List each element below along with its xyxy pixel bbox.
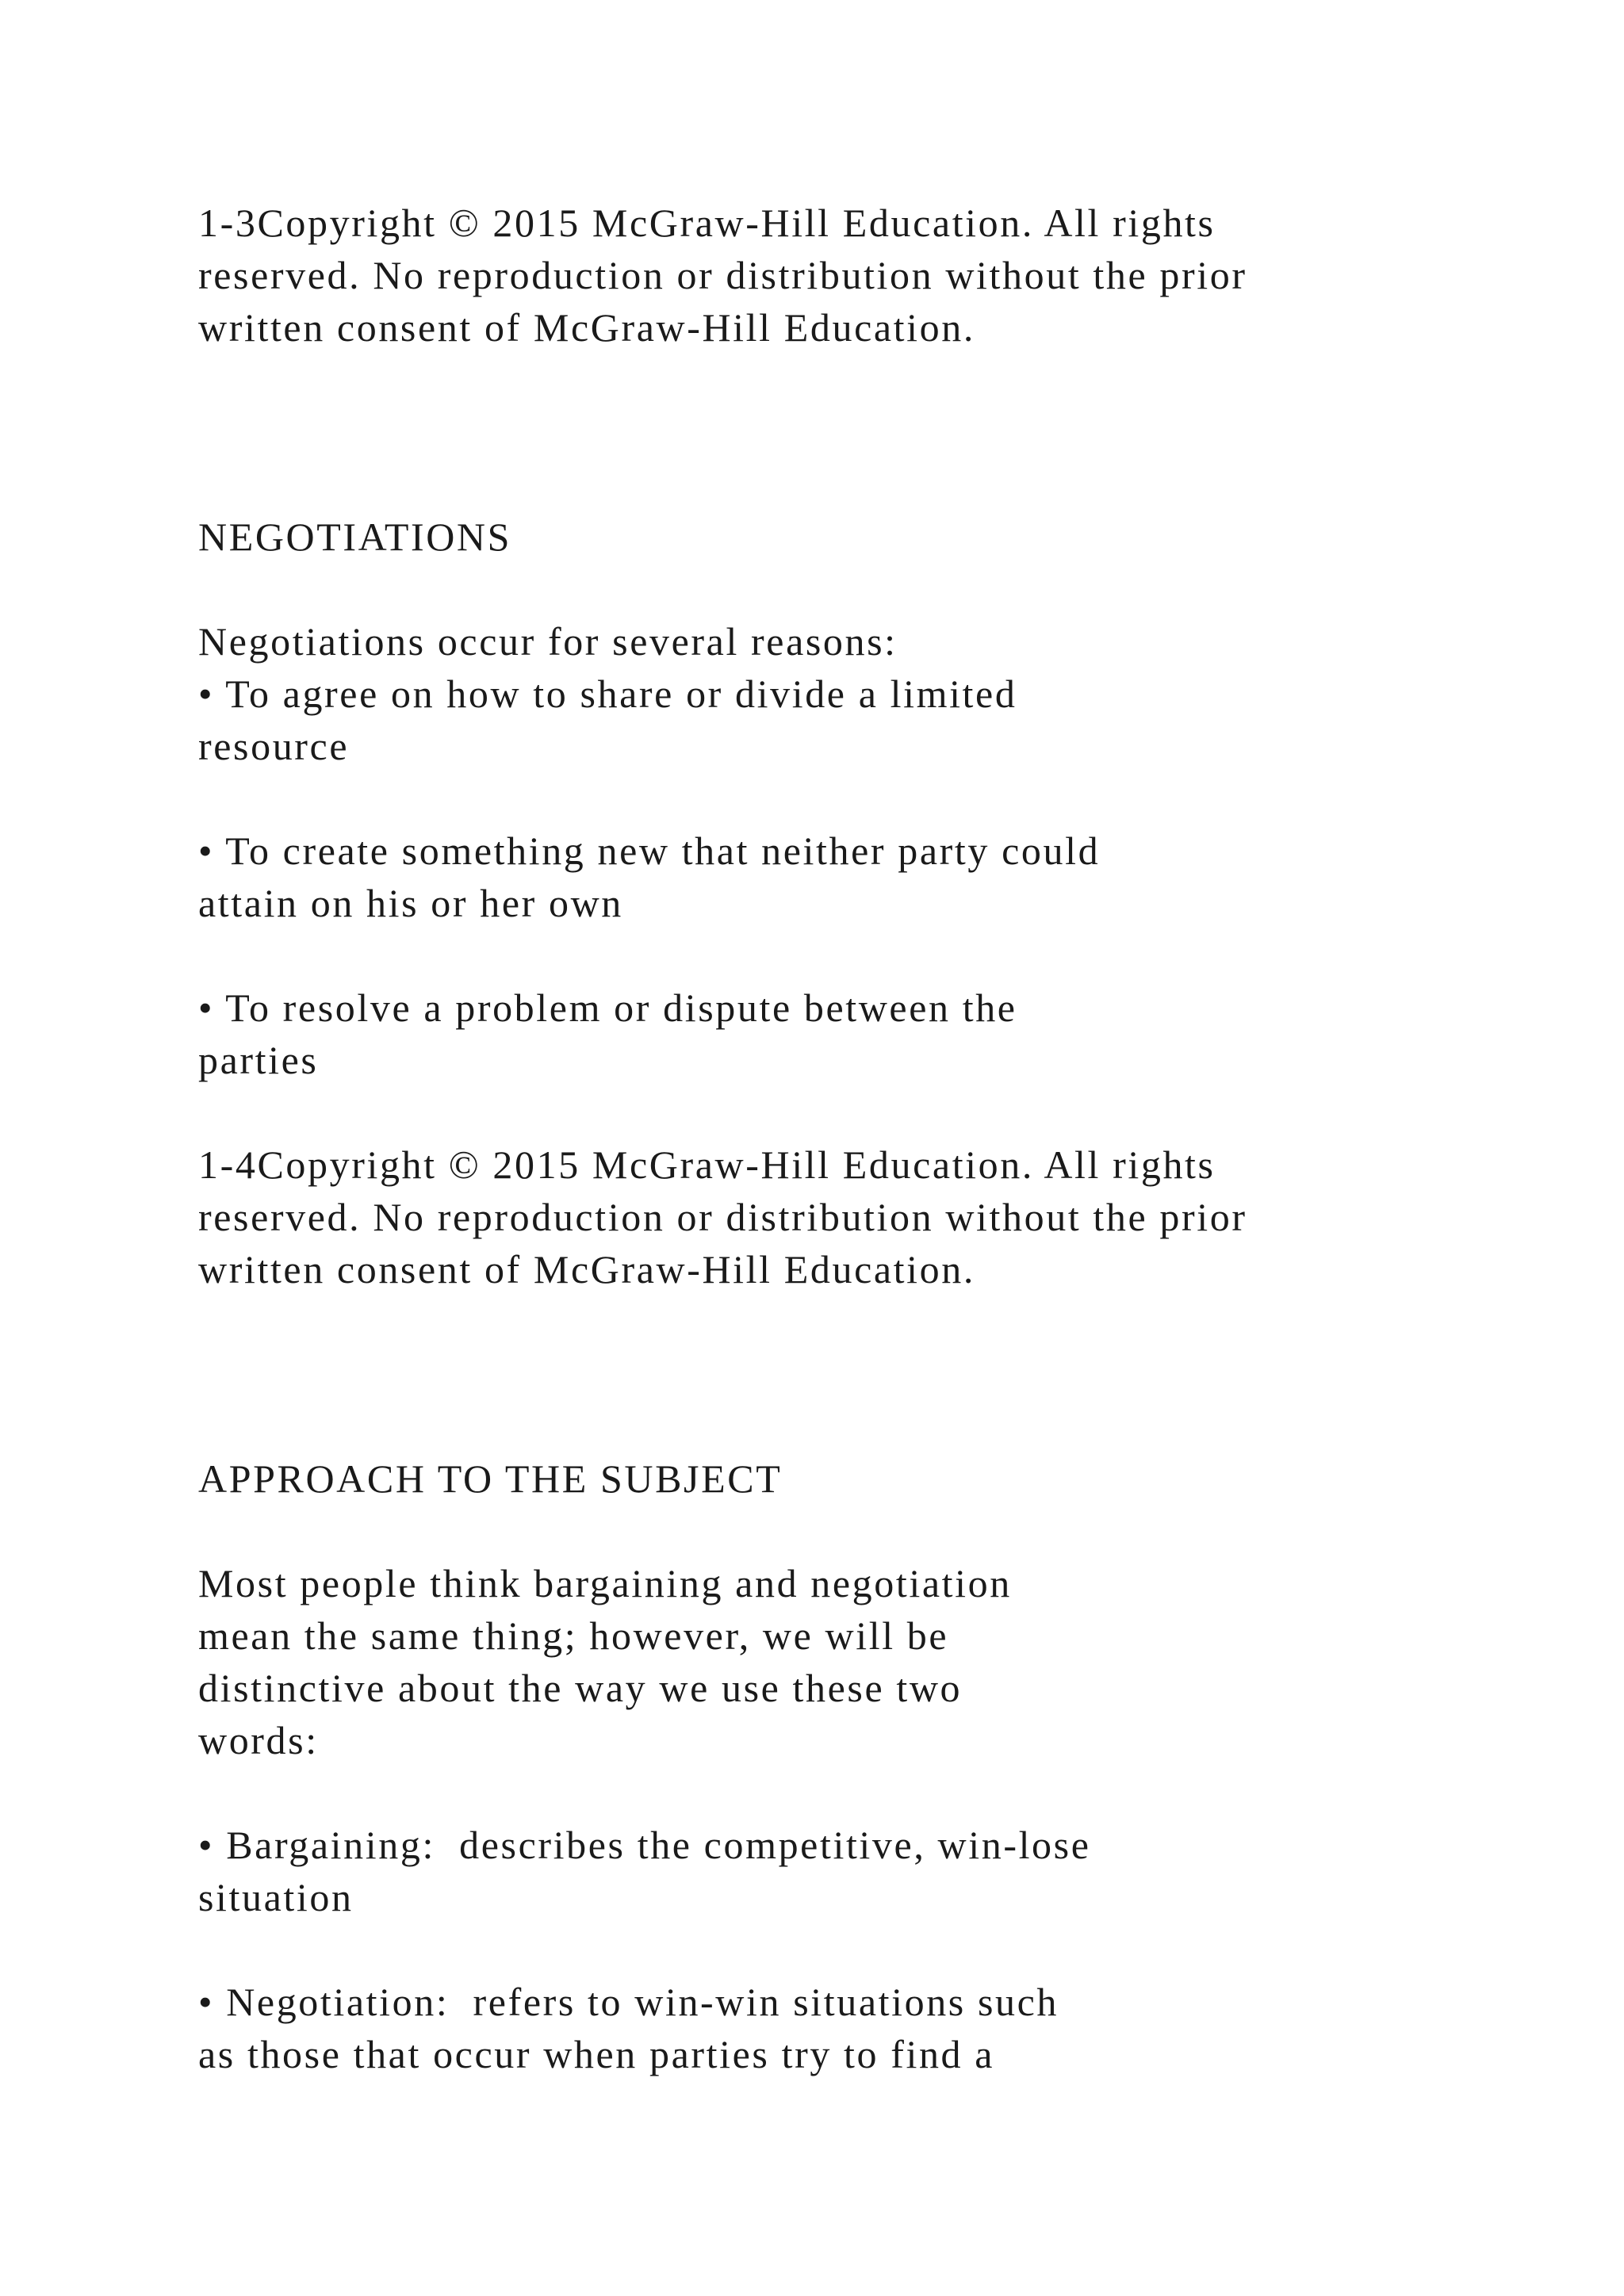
copyright-line: 1-3Copyright © 2015 McGraw-Hill Education. All rights	[198, 201, 1216, 245]
section-intro: distinctive about the way we use these two	[198, 1666, 963, 1710]
bullet-item: • Negotiation: refers to win-win situations such	[198, 1980, 1059, 2024]
section-heading: APPROACH TO THE SUBJECT	[198, 1456, 783, 1501]
section-intro: Negotiations occur for several reasons:	[198, 619, 898, 664]
section-intro: mean the same thing; however, we will be	[198, 1613, 949, 1658]
section-intro: Most people think bargaining and negotiation	[198, 1561, 1012, 1605]
bullet-item: • To resolve a problem or dispute between the	[198, 985, 1017, 1030]
bullet-item-continuation: resource	[198, 724, 350, 768]
bullet-item: • To create something new that neither party could	[198, 828, 1101, 873]
copyright-line: written consent of McGraw-Hill Education.	[198, 305, 975, 350]
bullet-item-continuation: as those that occur when parties try to find a	[198, 2032, 995, 2076]
copyright-line: reserved. No reproduction or distribution without the prior	[198, 253, 1247, 297]
bullet-item: • To agree on how to share or divide a limited	[198, 672, 1017, 716]
bullet-item-continuation: attain on his or her own	[198, 881, 623, 925]
bullet-item-continuation: situation	[198, 1875, 354, 1919]
section-intro: words:	[198, 1718, 319, 1762]
copyright-line: written consent of McGraw-Hill Education.	[198, 1247, 975, 1292]
bullet-item-continuation: parties	[198, 1038, 319, 1082]
section-heading: NEGOTIATIONS	[198, 515, 512, 559]
copyright-line: reserved. No reproduction or distribution without the prior	[198, 1195, 1247, 1239]
bullet-item: • Bargaining: describes the competitive, win-lose	[198, 1823, 1091, 1867]
copyright-line: 1-4Copyright © 2015 McGraw-Hill Education. All rights	[198, 1142, 1216, 1187]
